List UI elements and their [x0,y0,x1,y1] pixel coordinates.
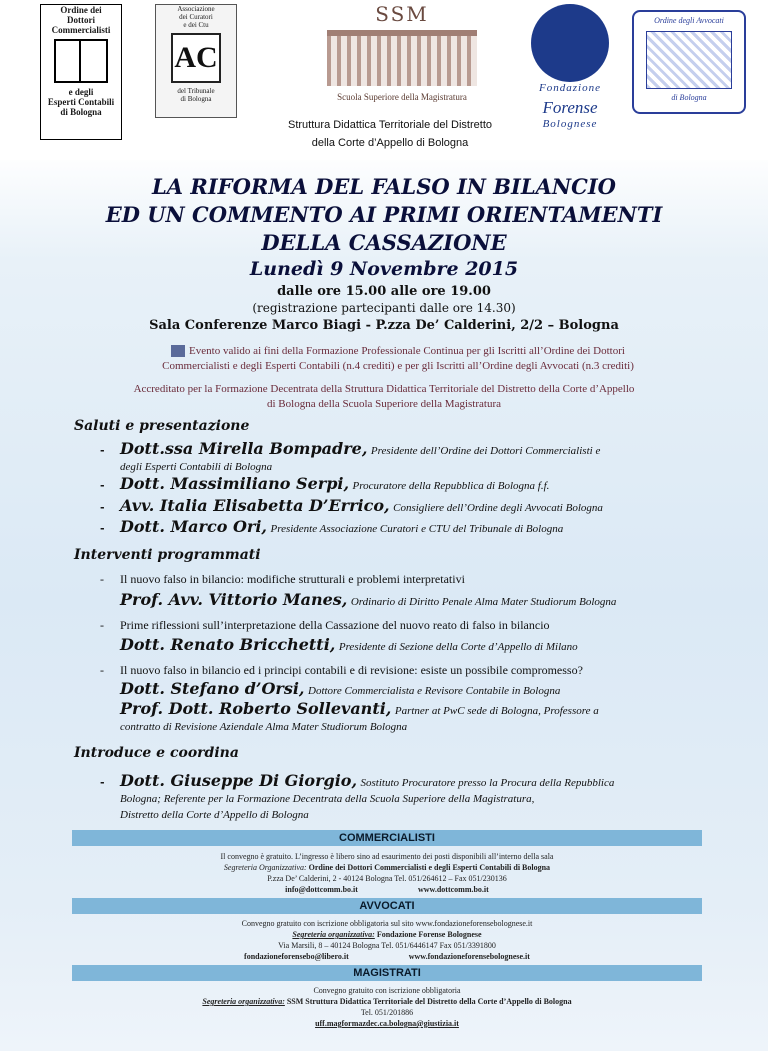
book-icon [54,39,108,83]
speaker-item: Prof. Dott. Roberto Sollevanti, Partner at PwC sede di Bologna, Professore a contratto di Revisione Aziendale Alma Mater Studiorum Bologna [120,699,599,733]
odc-logo: Ordine dei Dottori Commercialisti e degli Esperti Contabili di Bologna [40,4,122,140]
speaker-item: - Dott. Giuseppe Di Giorgio, Sostituto Procuratore presso la Procura della Repubblica Bologna; Referente per la Formazione Decentrata della Scuola Superiore della Magistratura, Distretto della Corte d’Appello di Bologna [100,771,615,821]
avvocati-info: Convegno gratuito con iscrizione obbligatoria sul sito www.fondazioneforensebolognese.it Segreteria organizzativa: Fondazione Forense Bolognese Via Marsili, 8 – 40124 Bologna Tel. 051/6446147 Fax 051/3391800 fondazioneforensebo@libero.it www.fondazioneforensebolognese.it [241,919,533,961]
saluti-heading: Saluti e presentazione [74,418,250,434]
speaker-item: - Dott. Massimiliano Serpi, Procuratore della Repubblica di Bologna f.f. [100,474,550,493]
commercialisti-email-link[interactable]: info@dottcomm.bo.it [285,885,358,894]
accreditation-notice: Accreditato per la Formazione Decentrata della Struttura Didattica Territoriale del Distretto della Corte d’Appello di Bologna della Scuola Superiore della Magistratura [133,383,635,410]
ordine-avvocati-logo: Ordine degli Avvocati di Bologna [632,10,746,114]
speaker-item: - Dott. Marco Ori, Presidente Associazione Curatori e CTU del Tribunale di Bologna [100,517,564,536]
speaker-item: - Avv. Italia Elisabetta D’Errico, Consigliere dell’Ordine degli Avvocati Bologna [100,496,603,515]
speaker-item: Dott. Stefano d’Orsi, Dottore Commercialista e Revisore Contabile in Bologna [120,679,561,698]
credits-notice: Evento valido ai fini della Formazione Professionale Continua per gli Iscritti all’Ordine dei Dottori Commercialisti e degli Esperti Contabili (n.4 crediti) e per gli Iscritti all’Ordine degli Avvocati (n.3 crediti) [162,345,634,372]
magistrati-band: MAGISTRATI [72,965,702,981]
associazione-curatori-logo: Associazione dei Curatori e dei Ctu AC del Tribunale di Bologna [155,4,237,118]
commercialisti-info: Il convegno è gratuito. L’ingresso è libero sino ad esaurimento dei posti disponibili all’interno della sala Segreteria Organizzativa: Ordine dei Dottori Commercialisti e degli Esperti Contabili di Bologna P.zza De’ Calderini, 2 - 40124 Bologna Tel. 051/264612 – Fax 051/230136 info@dottcomm.bo.it www.dottcomm.bo.it [220,852,554,894]
ssm-logo: SSM Scuola Superiore della Magistratura [318,2,486,112]
speaker-item: - Dott.ssa Mirella Bompadre, Presidente dell’Ordine dei Dottori Commercialisti e degli Esperti Contabili di Bologna [100,439,601,473]
event-venue: Sala Conferenze Marco Biagi - P.zza De’ Calderini, 2/2 – Bologna [149,318,619,333]
event-title: LA RIFORMA DEL FALSO IN BILANCIO ED UN COMMENTO AI PRIMI ORIENTAMENTI DELLA CASSAZIONE [105,174,663,255]
talk-topic: - Il nuovo falso in bilancio ed i principi contabili e di revisione: esiste un possibile compromesso? [100,663,583,677]
talk-topic: - Prime riflessioni sull’interpretazione della Cassazione del nuovo reato di falso in bilancio [100,618,550,632]
commercialisti-website-link[interactable]: www.dottcomm.bo.it [417,885,489,894]
speaker-item: Prof. Avv. Vittorio Manes, Ordinario di Diritto Penale Alma Mater Studiorum Bologna [120,590,617,609]
city-map-icon [646,31,732,89]
talk-topic: - Il nuovo falso in bilancio: modifiche strutturali e problemi interpretativi [100,572,465,586]
header [0,0,768,160]
commercialisti-band: COMMERCIALISTI [72,830,702,846]
fondazione-forense-logo: Fondazione Forense Bolognese [530,4,610,134]
ssm-caption: Struttura Didattica Territoriale del Distretto della Corte d’Appello di Bologna [288,119,492,149]
building-icon [327,30,477,86]
profile-emblem-icon [531,4,609,82]
avvocati-band: AVVOCATI [72,898,702,914]
avvocati-website-link[interactable]: www.fondazioneforensebolognese.it [408,952,530,961]
avvocati-email-link[interactable]: fondazioneforensebo@libero.it [244,952,349,961]
speaker-item: Dott. Renato Bricchetti, Presidente di Sezione della Corte d’Appello di Milano [120,635,578,654]
coordina-heading: Introduce e coordina [74,745,239,761]
registration-time: (registrazione partecipanti dalle ore 14.30) [252,301,516,315]
event-time: dalle ore 15.00 alle ore 19.00 [277,284,491,299]
interventi-heading: Interventi programmati [74,547,261,563]
event-date: Lunedì 9 Novembre 2015 [249,258,519,280]
magistrati-info: Convegno gratuito con iscrizione obbligatoria Segreteria organizzativa: SSM Struttura Didattica Territoriale del Distretto della Corte d’Appello di Bologna Tel. 051/201886 uff.magformazdec.ca.bologna@giustizia.it [202,986,572,1028]
ac-seal-icon: AC [171,33,221,83]
accreditation-icon [171,345,185,357]
magistrati-email-link[interactable]: uff.magformazdec.ca.bologna@giustizia.it [315,1019,459,1028]
